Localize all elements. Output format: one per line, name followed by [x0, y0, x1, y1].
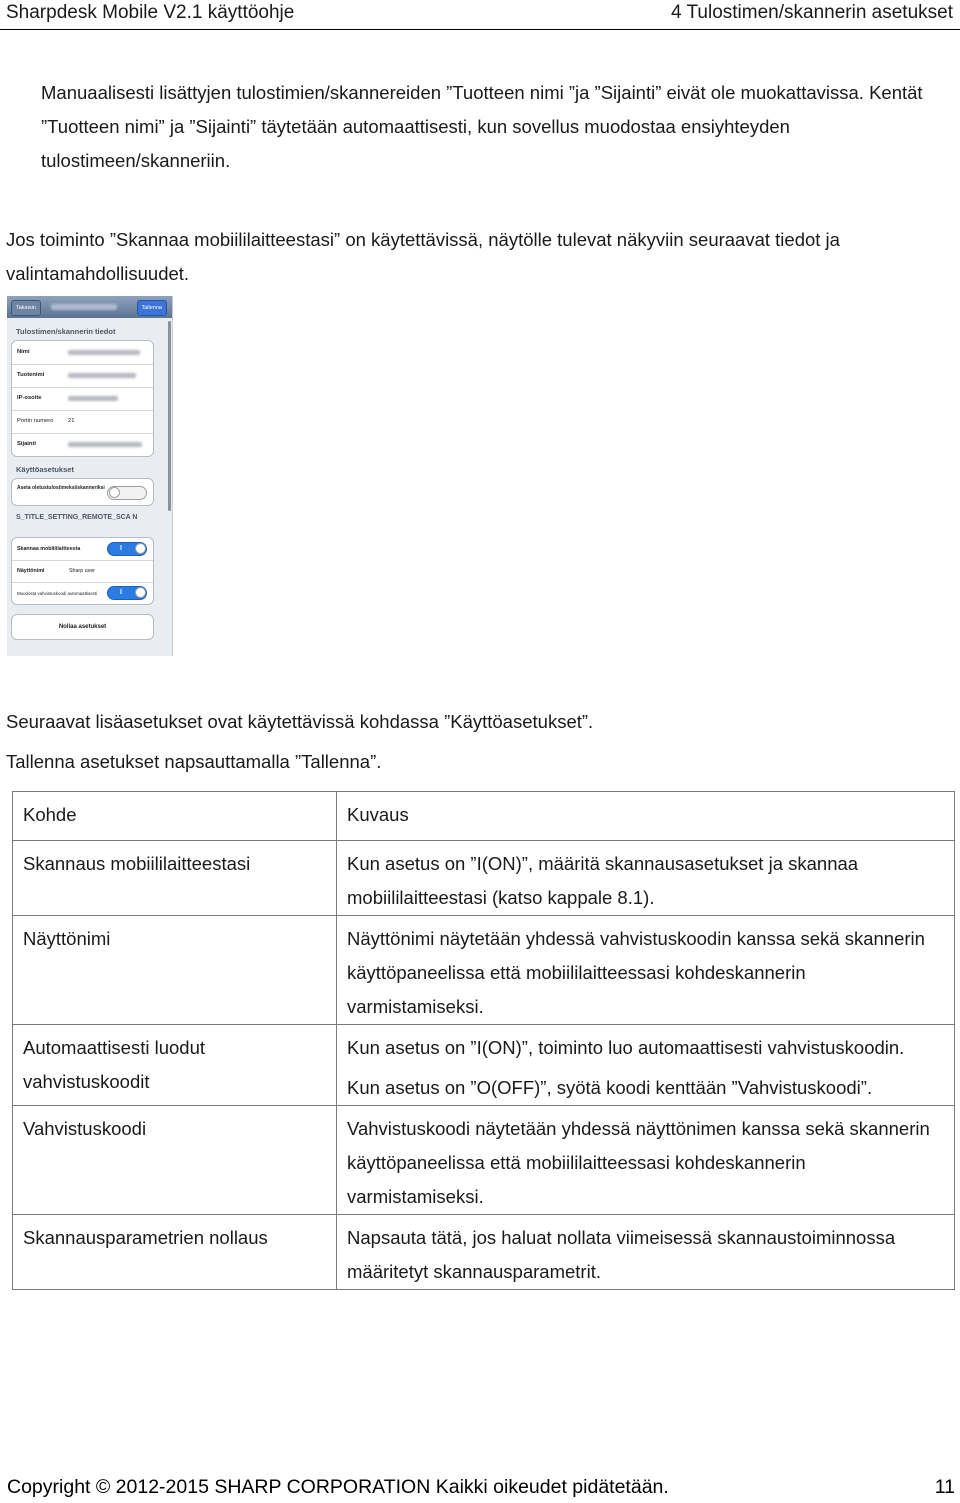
description-cell: Napsauta tätä, jos haluat nollata viimeisessä skannaustoiminnossa määritetyt skannausparametrit.	[337, 1215, 955, 1290]
scan-mobile-toggle[interactable]	[107, 542, 147, 556]
description-cell: Vahvistuskoodi näytetään yhdessä näyttönimen kanssa sekä skannerin käyttöpaneelissa että mobiililaitteessasi kohdeskannerin varmistamiseksi.	[337, 1106, 955, 1215]
blurred-value	[68, 442, 142, 447]
toggle-knob	[109, 487, 120, 498]
toggle-on-mark: I	[120, 589, 122, 596]
page-number: 11	[934, 1476, 955, 1498]
doc-title: Sharpdesk Mobile V2.1 käyttöohje	[6, 2, 295, 23]
blurred-value	[68, 350, 140, 355]
default-printer-label: Aseta oletustulostimeksi/skanneriksi	[17, 485, 105, 491]
item-cell: Automaattisesti luodut vahvistuskoodit	[13, 1025, 337, 1106]
item-cell: Näyttönimi	[13, 916, 337, 1025]
row-port[interactable]	[12, 410, 153, 434]
blurred-title	[51, 304, 117, 310]
display-name-value: Sharp user	[69, 568, 95, 574]
row-label: Sijainti	[17, 441, 37, 447]
auto-code-label: Muodosta vahvistuskoodi automaattisesti	[17, 591, 98, 596]
description-cell: Kun asetus on ”I(ON)”, määritä skannausasetukset ja skannaa mobiililaitteestasi (katso kappale 8.1).	[337, 841, 955, 916]
save-button[interactable]: Tallenna	[137, 300, 168, 316]
header-divider	[0, 29, 960, 30]
intro-paragraph: Jos toiminto ”Skannaa mobiililaitteestasi” on käytettävissä, näytölle tulevat näkyviin seuraavat tiedot ja valintamahdollisuudet.	[6, 229, 840, 284]
scrollbar[interactable]	[168, 321, 171, 511]
printer-info-group	[11, 340, 154, 457]
toggle-on-mark: I	[120, 545, 122, 552]
row-name[interactable]	[12, 341, 153, 365]
chapter-title: 4 Tulostimen/skannerin asetukset	[671, 2, 953, 23]
phone-screenshot	[7, 296, 173, 656]
back-button[interactable]: Takaisin	[11, 300, 41, 316]
row-auto-code	[12, 582, 153, 604]
table-row	[13, 916, 955, 1025]
description-cell: Näyttönimi näytetään yhdessä vahvistuskoodin kanssa sekä skannerin käyttöpaneelissa että mobiililaitteessasi kohdeskannerin varmistamiseksi.	[337, 916, 955, 1025]
port-value: 21	[68, 418, 75, 424]
copyright: Copyright © 2012-2015 SHARP CORPORATION Kaikki oikeudet pidätetään.	[7, 1476, 669, 1498]
row-label: Portin numero	[17, 418, 54, 424]
description-line: Kun asetus on ”I(ON)”, toiminto luo automaattisesti vahvistuskoodin.	[347, 1037, 905, 1058]
row-product[interactable]	[12, 364, 153, 388]
item-cell: Skannaus mobiililaitteestasi	[13, 841, 337, 916]
user-settings-group	[11, 478, 154, 506]
note-paragraph: Manuaalisesti lisättyjen tulostimien/skannereiden ”Tuotteen nimi ”ja ”Sijainti” eivät ole muokattavissa. Kentät ”Tuotteen nimi” ja ”Sijainti” täytetään automaattisesti, kun sovellus muodostaa ensiyhteyden tulostimeen/skanneriin.	[41, 82, 923, 171]
remote-scan-group	[11, 537, 154, 605]
blurred-value	[68, 373, 136, 378]
col-header-item: Kohde	[13, 792, 337, 841]
row-label: IP-osoite	[17, 395, 42, 401]
description-cell	[337, 1025, 955, 1106]
row-display-name[interactable]	[12, 560, 153, 583]
row-label: Nimi	[17, 349, 30, 355]
table-row	[13, 1215, 955, 1290]
section-remote-scan: S_TITLE_SETTING_REMOTE_SCA N	[16, 514, 138, 521]
table-row	[13, 1025, 955, 1106]
toggle-knob	[135, 543, 146, 554]
save-instruction-text: Tallenna asetukset napsauttamalla ”Tallenna”.	[6, 751, 382, 772]
section-user-settings: Käyttöasetukset	[16, 465, 74, 474]
table-header-row	[13, 792, 955, 841]
phone-nav-bar	[7, 296, 172, 318]
row-ip[interactable]	[12, 387, 153, 411]
table-row	[13, 841, 955, 916]
description-line: Kun asetus on ”O(OFF)”, syötä koodi kenttään ”Vahvistuskoodi”.	[347, 1077, 873, 1098]
default-printer-toggle[interactable]	[107, 486, 147, 500]
col-header-description: Kuvaus	[337, 792, 955, 841]
reset-settings-button[interactable]: Nollaa asetukset	[11, 614, 154, 640]
item-cell: Skannausparametrien nollaus	[13, 1215, 337, 1290]
additional-settings-text: Seuraavat lisäasetukset ovat käytettävissä kohdassa ”Käyttöasetukset”.	[6, 711, 594, 732]
table-row	[13, 1106, 955, 1215]
item-cell: Vahvistuskoodi	[13, 1106, 337, 1215]
row-scan-mobile	[12, 538, 153, 561]
settings-table	[12, 791, 955, 1290]
section-printer-info: Tulostimen/skannerin tiedot	[16, 327, 116, 336]
scan-mobile-label: Skannaa mobiililaitteesta	[17, 546, 81, 552]
display-name-label: Näyttönimi	[17, 568, 45, 574]
auto-code-toggle[interactable]	[107, 586, 147, 600]
blurred-value	[68, 396, 118, 401]
row-location[interactable]	[12, 433, 153, 456]
toggle-knob	[135, 587, 146, 598]
row-label: Tuotenimi	[17, 372, 45, 378]
